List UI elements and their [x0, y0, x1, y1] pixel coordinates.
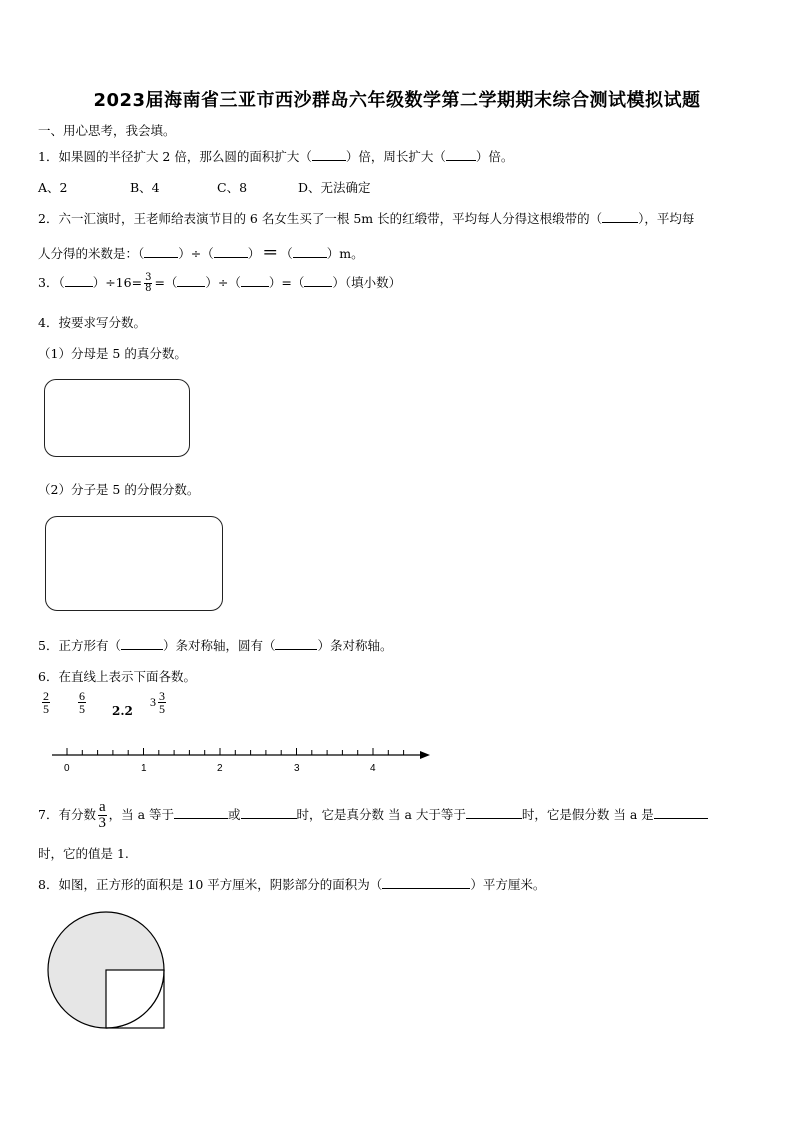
question-1 — [38, 147, 513, 165]
q7-blank-3[interactable] — [466, 806, 522, 819]
q6-f4-num: 3 — [159, 689, 165, 703]
q1-blank-2[interactable] — [446, 148, 476, 161]
q3-suffix: ）（填小数） — [332, 275, 402, 290]
q8-text-b: ）平方厘米。 — [470, 877, 546, 892]
q2-text-b: ），平均每 — [638, 211, 695, 226]
q1-option-a[interactable]: A、2 — [38, 180, 68, 195]
q2-text-f: （ — [280, 246, 293, 261]
q7-denominator: 3 — [98, 815, 107, 831]
q5-text-a: 5．正方形有（ — [38, 638, 121, 653]
q2-blank-2[interactable] — [144, 245, 178, 258]
q3-div16: ）÷16= — [92, 275, 143, 290]
question-5 — [38, 636, 393, 654]
q6-f1-den: 5 — [43, 702, 49, 716]
question-7 — [38, 800, 708, 831]
axis-label-4: 4 — [370, 763, 376, 774]
q7-blank-4[interactable] — [654, 806, 708, 819]
q1-option-c[interactable]: C、8 — [217, 180, 248, 195]
q3-eq1: =（ — [154, 275, 178, 290]
q4-answer-box-1[interactable] — [44, 379, 190, 457]
q2-equals: ＝ — [262, 243, 279, 262]
axis-label-0: 0 — [64, 763, 70, 774]
q6-f1-num: 2 — [43, 689, 49, 703]
q7-text-a: 7．有分数 — [38, 807, 96, 822]
page-title: 2023届海南省三亚市西沙群岛六年级数学第二学期期末综合测试模拟试题 — [93, 90, 701, 111]
q3-blank-1[interactable] — [65, 274, 93, 287]
q6-f4-den: 5 — [159, 702, 165, 716]
q5-text-c: ）条对称轴。 — [317, 638, 393, 653]
q3-fraction — [144, 273, 152, 294]
q3-denominator: 8 — [145, 283, 152, 294]
question-8 — [38, 875, 545, 893]
q2-text-a: 2．六一汇演时，王老师给表演节目的 6 名女生买了一根 5m 长的红缎带，平均每人分得这根缎带的（ — [38, 211, 603, 226]
q3-eq2: ）=（ — [268, 275, 305, 290]
q7-fraction — [98, 800, 107, 831]
axis-label-2: 2 — [217, 763, 223, 774]
q5-blank-1[interactable] — [121, 637, 163, 650]
q3-blank-4[interactable] — [304, 274, 332, 287]
q6-decimal: 2.2 — [112, 704, 133, 718]
question-6: 6．在直线上表示下面各数。 — [38, 669, 196, 684]
q8-blank[interactable] — [382, 876, 470, 889]
q8-text-a: 8．如图，正方形的面积是 10 平方厘米，阴影部分的面积为（ — [38, 877, 383, 892]
q7-blank-1[interactable] — [174, 806, 228, 819]
q2-text-c: 人分得的米数是：（ — [38, 246, 145, 261]
q7-blank-2[interactable] — [241, 806, 297, 819]
q1-option-b[interactable]: B、4 — [130, 180, 160, 195]
q6-mixed-number — [150, 690, 168, 715]
circle-square-figure — [40, 905, 175, 1035]
q4-answer-box-2[interactable] — [45, 516, 223, 611]
q2-blank-4[interactable] — [293, 245, 327, 258]
q2-text-e: ） — [247, 246, 261, 261]
axis-label-3: 3 — [294, 763, 300, 774]
q3-blank-3[interactable] — [241, 274, 269, 287]
q3-prefix: 3．（ — [38, 275, 65, 290]
question-4: 4．按要求写分数。 — [38, 315, 146, 330]
q3-numerator: 3 — [145, 272, 152, 283]
q1-blank-1[interactable] — [312, 148, 346, 161]
q1-text-b: ）倍，周长扩大（ — [345, 149, 446, 164]
q5-blank-2[interactable] — [275, 637, 317, 650]
number-line — [0, 740, 460, 780]
axis-label-1: 1 — [141, 763, 147, 774]
q6-f4-whole: 3 — [150, 695, 156, 709]
question-3 — [38, 268, 401, 298]
number-line-arrow — [420, 751, 430, 759]
question-2-line-1 — [38, 209, 694, 227]
q6-fraction-2 — [76, 690, 88, 715]
q1-text-c: ）倍。 — [475, 149, 514, 164]
q2-text-g: ）m。 — [326, 246, 364, 261]
q7-line-2: 时，它的值是 1. — [38, 846, 129, 861]
q7-text-d: 时，它是真分数 当 a 大于等于 — [296, 807, 466, 822]
q5-text-b: ）条对称轴，圆有（ — [162, 638, 276, 653]
q7-text-c: 或 — [228, 807, 241, 822]
q1-text-a: 1．如果圆的半径扩大 2 倍，那么圆的面积扩大（ — [38, 149, 312, 164]
q7-numerator: a — [98, 799, 106, 815]
q1-option-d[interactable]: D、无法确定 — [298, 180, 371, 195]
q2-blank-1[interactable] — [602, 210, 638, 223]
number-line-ticks — [67, 748, 404, 755]
q4-sub-2: （2）分子是 5 的分假分数。 — [38, 482, 200, 497]
q6-f2-num: 6 — [79, 689, 85, 703]
unshaded-quarter — [106, 970, 164, 1028]
q3-div: ）÷（ — [205, 275, 241, 290]
q2-text-d: ）÷（ — [178, 246, 214, 261]
section-heading: 一、用心思考，我会填。 — [38, 123, 176, 138]
q2-blank-3[interactable] — [214, 245, 248, 258]
q7-text-e: 时，它是假分数 当 a 是 — [521, 807, 654, 822]
q3-blank-2[interactable] — [177, 274, 205, 287]
q4-sub-1: （1）分母是 5 的真分数。 — [38, 346, 187, 361]
q7-text-b: ，当 a 等于 — [108, 807, 175, 822]
q6-f2-den: 5 — [79, 702, 85, 716]
question-2-line-2 — [38, 240, 364, 263]
q6-fraction-1 — [40, 690, 52, 715]
